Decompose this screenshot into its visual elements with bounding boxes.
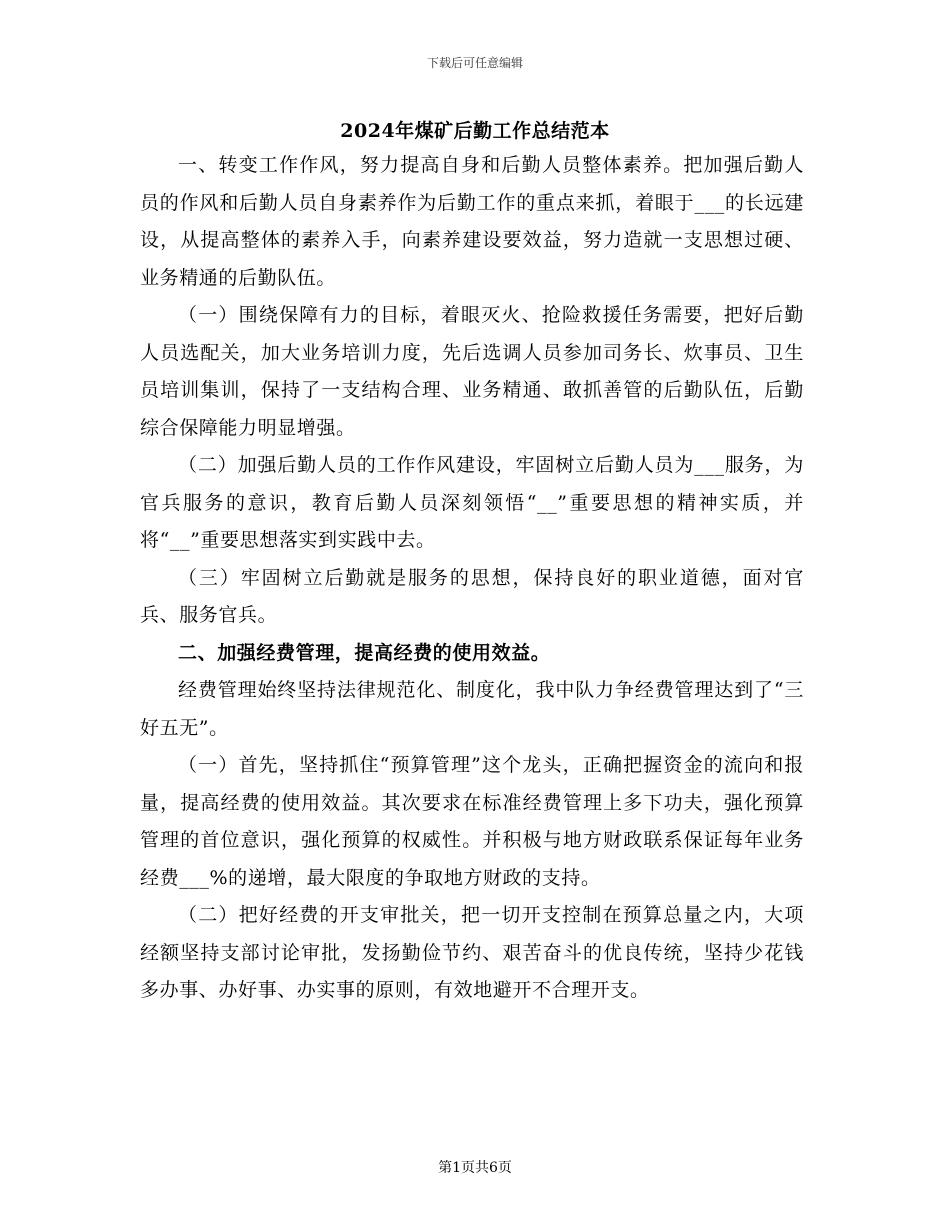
paragraph-section-1-item-3: （三）牢固树立后勤就是服务的思想，保持良好的职业道德，面对官兵、服务官兵。 — [140, 566, 804, 626]
document-title: 2024年煤矿后勤工作总结范本 — [340, 120, 610, 142]
paragraph-section-2-item-2: （二）把好经费的开支审批关，把一切开支控制在预算总量之内，大项经额坚持支部讨论审批，发扬勤俭节约、艰苦奋斗的优良传统，坚持少花钱多办事、办好事、办实事的原则，有效地避开不合理开支。 — [140, 904, 804, 1001]
section-2-heading: 二、加强经费管理，提高经费的使用效益。 — [178, 641, 551, 664]
header-note: 下载后可任意编辑 — [426, 56, 523, 70]
paragraph-section-2-intro: 经费管理始终坚持法律规范化、制度化，我中队力争经费管理达到了“三好五无”。 — [140, 679, 804, 739]
paragraph-section-1-intro: 一、转变工作作风，努力提高自身和后勤人员整体素养。把加强后勤人员的作风和后勤人员自身素养作为后勤工作的重点来抓，着眼于___的长远建设，从提高整体的素养入手，向素养建设要效益，努力造就一支思想过硬、业务精通的后勤队伍。 — [140, 154, 804, 289]
paragraph-section-1-item-2: （二）加强后勤人员的工作作风建设，牢固树立后勤人员为___服务，为官兵服务的意识，教育后勤人员深刻领悟“__”重要思想的精神实质，并将“__”重要思想落实到实践中去。 — [140, 454, 804, 551]
document-body — [140, 147, 804, 1010]
page-indicator: 第1页共6页 — [438, 1160, 512, 1176]
paragraph-section-2-item-1: （一）首先，坚持抓住“预算管理”这个龙头，正确把握资金的流向和报量，提高经费的使用效益。其次要求在标准经费管理上多下功夫，强化预算管理的首位意识，强化预算的权威性。并积极与地方财政联系保证每年业务经费___%的递增，最大限度的争取地方财政的支持。 — [140, 754, 804, 889]
paragraph-section-1-item-1: （一）围绕保障有力的目标，着眼灭火、抢险救援任务需要，把好后勤人员选配关，加大业务培训力度，先后选调人员参加司务长、炊事员、卫生员培训集训，保持了一支结构合理、业务精通、敢抓善管的后勤队伍，后勤综合保障能力明显增强。 — [140, 304, 804, 439]
